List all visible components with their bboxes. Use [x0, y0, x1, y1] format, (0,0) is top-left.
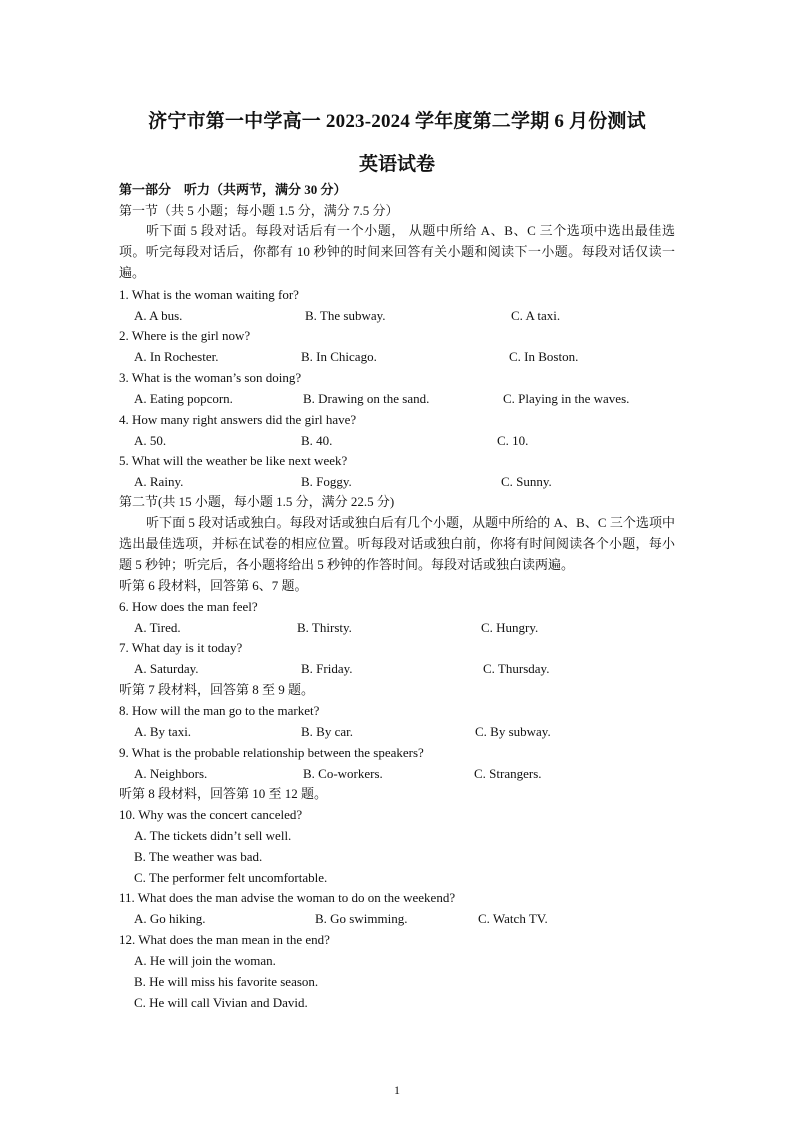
q5-option-a: A. Rainy. [134, 474, 184, 489]
material-7-note: 听第 7 段材料，回答第 8 至 9 题。 [119, 682, 315, 697]
q10-option-c: C. The performer felt uncomfortable. [134, 870, 328, 885]
q6-option-c: C. Hungry. [481, 620, 539, 635]
q8-option-b: B. By car. [301, 724, 353, 739]
q2-option-b: B. In Chicago. [301, 349, 377, 364]
q11-option-a: A. Go hiking. [134, 911, 206, 926]
q1-option-b: B. The subway. [305, 308, 386, 323]
q9-option-b: B. Co-workers. [303, 766, 383, 781]
question-5: 5. What will the weather be like next week? [119, 453, 348, 468]
q11-option-b: B. Go swimming. [315, 911, 408, 926]
page-number: 1 [394, 1083, 400, 1097]
q12-option-a: A. He will join the woman. [134, 953, 276, 968]
material-8-note: 听第 8 段材料，回答第 10 至 12 题。 [119, 786, 328, 801]
question-2: 2. Where is the girl now? [119, 328, 251, 343]
q4-option-a: A. 50. [134, 433, 167, 448]
question-12: 12. What does the man mean in the end? [119, 932, 330, 947]
q8-option-a: A. By taxi. [134, 724, 192, 739]
q7-option-a: A. Saturday. [134, 661, 199, 676]
q10-option-a: A. The tickets didn’t sell well. [134, 828, 292, 843]
q9-option-c: C. Strangers. [474, 766, 542, 781]
exam-title: 济宁市第一中学高一 2023-2024 学年度第二学期 6 月份测试 [148, 111, 646, 132]
q8-option-c: C. By subway. [475, 724, 551, 739]
section2-instructions: 听下面 5 段对话或独白。每段对话或独白后有几个小题，从题中所给的 A、B、C 三个选项中选出最佳选项，并标在试卷的相应位置。听每段对话或独白前，你将有时间阅读各个小题，每小题 5 秒钟；听完后，各小题将给出 5 秒钟的作答时间。每段对话或独白读两遍。 [119, 515, 675, 572]
material-6-note: 听第 6 段材料，回答第 6、7 题。 [119, 578, 308, 593]
q11-option-c: C. Watch TV. [478, 911, 548, 926]
q7-option-b: B. Friday. [301, 661, 353, 676]
q5-option-b: B. Foggy. [301, 474, 352, 489]
q6-option-b: B. Thirsty. [297, 620, 352, 635]
question-8: 8. How will the man go to the market? [119, 703, 320, 718]
question-3: 3. What is the woman’s son doing? [119, 370, 302, 385]
question-6: 6. How does the man feel? [119, 599, 258, 614]
question-10: 10. Why was the concert canceled? [119, 807, 303, 822]
q2-option-c: C. In Boston. [509, 349, 579, 364]
section1-instructions: 听下面 5 段对话。每段对话后有一个小题， 从题中所给 A、B、C 三个选项中选出最佳选项。听完每段对话后，你都有 10 秒钟的时间来回答有关小题和阅读下一小题。每段对话仅读一遍。 [119, 223, 675, 280]
question-1: 1. What is the woman waiting for? [119, 287, 299, 302]
question-7: 7. What day is it today? [119, 640, 243, 655]
q1-option-a: A. A bus. [134, 308, 183, 323]
question-11: 11. What does the man advise the woman to do on the weekend? [119, 890, 456, 905]
q3-option-b: B. Drawing on the sand. [303, 391, 430, 406]
q12-option-b: B. He will miss his favorite season. [134, 974, 319, 989]
q12-option-c: C. He will call Vivian and David. [134, 995, 308, 1010]
q9-option-a: A. Neighbors. [134, 766, 208, 781]
q4-option-b: B. 40. [301, 433, 333, 448]
q1-option-c: C. A taxi. [511, 308, 561, 323]
question-9: 9. What is the probable relationship between the speakers? [119, 745, 424, 760]
q10-option-b: B. The weather was bad. [134, 849, 263, 864]
q7-option-c: C. Thursday. [483, 661, 550, 676]
q2-option-a: A. In Rochester. [134, 349, 219, 364]
section2-heading: 第二节(共 15 小题，每小题 1.5 分，满分 22.5 分) [119, 494, 395, 509]
q5-option-c: C. Sunny. [501, 474, 552, 489]
q3-option-c: C. Playing in the waves. [503, 391, 630, 406]
part1-heading: 第一部分 听力（共两节，满分 30 分） [119, 182, 347, 197]
section1-heading: 第一节（共 5 小题；每小题 1.5 分，满分 7.5 分） [119, 203, 399, 218]
question-4: 4. How many right answers did the girl have? [119, 412, 357, 427]
q6-option-a: A. Tired. [134, 620, 181, 635]
q3-option-a: A. Eating popcorn. [134, 391, 233, 406]
q4-option-c: C. 10. [497, 433, 529, 448]
exam-subtitle: 英语试卷 [358, 154, 435, 175]
